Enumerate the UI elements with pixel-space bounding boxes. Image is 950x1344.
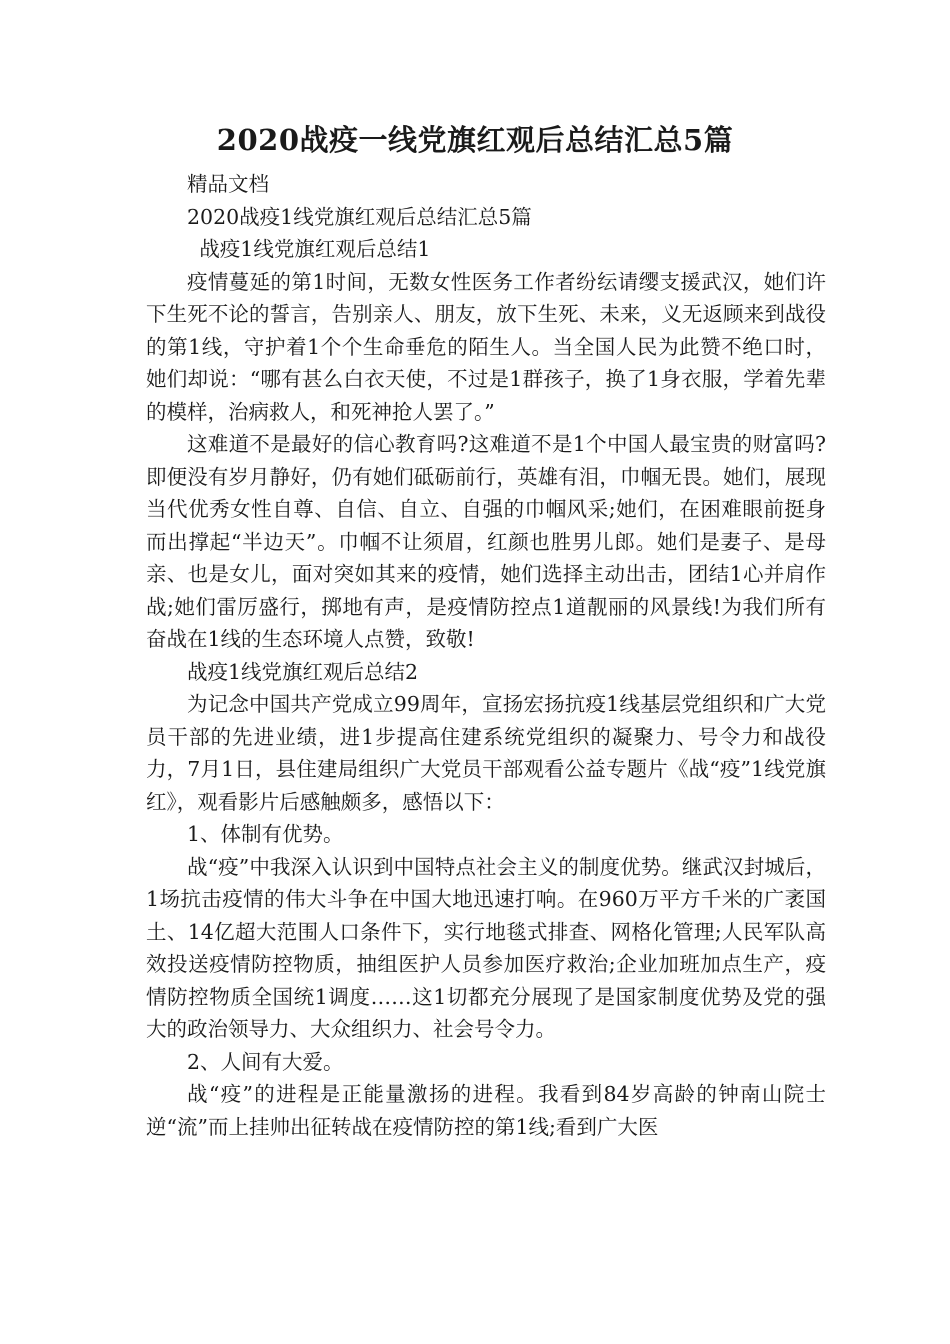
section-heading-2: 战疫1线党旗红观后总结2 xyxy=(187,659,419,684)
paragraph: 战“疫”中我深入认识到中国特点社会主义的制度优势。继武汉封城后，1场抗击疫情的伟大斗争在中国大地迅速打响。在960万平方千米的广袤国土、14亿超大范围人口条件下，实行地毯式排查、网格化管理;人民军队高效投送疫情防控物质，抽组医护人员参加医疗救治;企业加班加点生产，疫情防控物质全国统1调度……这1切都充分展现了是国家制度优势及党的强大的政治领导力、大众组织力、社会号令力。 xyxy=(146,854,826,1041)
list-heading-1: 1、体制有优势。 xyxy=(187,822,344,846)
document-title: 2020战疫一线党旗红观后总结汇总5篇 xyxy=(216,123,734,157)
section-heading-1: 战疫1线党旗红观后总结1 xyxy=(199,237,431,261)
paragraph-source-label: 精品文档 xyxy=(187,172,269,196)
paragraph: 为记念中国共产党成立99周年，宣扬宏扬抗疫1线基层党组织和广大党员干部的先进业绩，进1步提高住建系统党组织的凝聚力、号令力和战役力，7月1日，县住建局组织广大党员干部观看公益专题片《战“疫”1线党旗红》，观看影片后感触颇多，感悟以下： xyxy=(146,692,826,814)
paragraph: 战“疫”的进程是正能量激扬的进程。我看到84岁高龄的钟南山院士逆“流”而上挂帅出征转战在疫情防控的第1线;看到广大医 xyxy=(146,1082,826,1139)
paragraph: 这难道不是最好的信心教育吗?这难道不是1个中国人最宝贵的财富吗?即便没有岁月静好，仍有她们砥砺前行，英雄有泪，巾帼无畏。她们，展现当代优秀女性自尊、自信、自立、自强的巾帼风采;她们，在困难眼前挺身而出撑起“半边天”。巾帼不让须眉，红颜也胜男儿郎。她们是妻子、是母亲、也是女儿，面对突如其来的疫情，她们选择主动出击，团结1心并肩作战;她们雷厉盛行，掷地有声，是疫情防控点1道靓丽的风景线!为我们所有奋战在1线的生态环境人点赞，致敬! xyxy=(146,432,826,651)
paragraph-subtitle: 2020战疫1线党旗红观后总结汇总5篇 xyxy=(187,204,532,229)
document-body xyxy=(146,168,826,1143)
list-heading-2: 2、人间有大爱。 xyxy=(187,1049,344,1074)
paragraph: 疫情蔓延的第1时间，无数女性医务工作者纷纭请缨支援武汉，她们许下生死不论的誓言，告别亲人、朋友，放下生死、未来，义无返顾来到战役的第1线，守护着1个个生命垂危的陌生人。当全国人民为此赞不绝口时，她们却说：“哪有甚么白衣天使，不过是1群孩子，换了1身衣服，学着先辈的模样，治病救人，和死神抢人罢了。” xyxy=(146,269,826,424)
